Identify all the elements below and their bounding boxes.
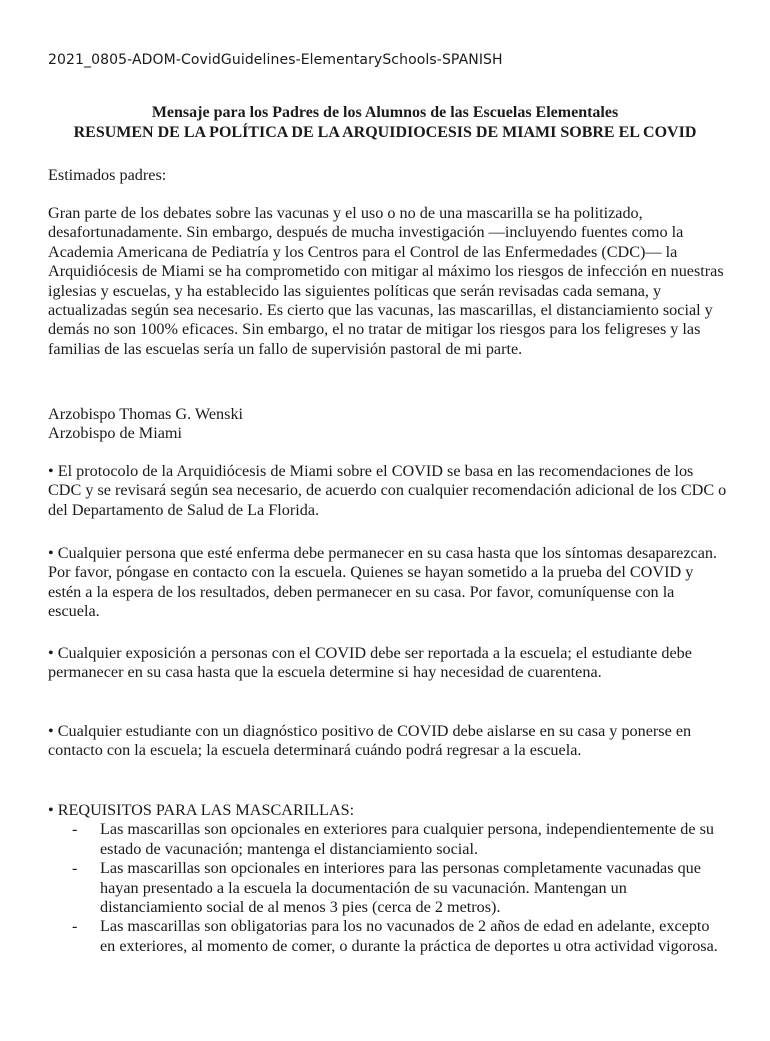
signature-title: Arzobispo de Miami <box>48 424 182 443</box>
title-line-1: Mensaje para los Padres de los Alumnos de las Escuelas Elementales <box>151 104 619 121</box>
dash-marker: - <box>72 859 78 878</box>
mask-item-text: Las mascarillas son obligatorias para los no vacunados de 2 años de edad en adelante, excepto en exteriores, al momento de comer, o durante la práctica de deportes u otra actividad vigorosa. <box>100 917 718 955</box>
dash-marker: - <box>72 820 78 839</box>
intro-paragraph: Gran parte de los debates sobre las vacunas y el uso o no de una mascarilla se ha politizado, desafortunadamente. Sin embargo, después de mucha investigación —incluyendo fuentes como la Academia Americana de Pediatría y los Centros para el Control de las Enfermedades (CDC)— la Arquidiócesis de Miami se ha comprometido con mitigar al máximo los riesgos de infección en nuestras iglesias y escuelas, y ha establecido las siguientes políticas que serán revisadas cada semana, y actualizadas según sea necesario. Es cierto que las vacunas, las mascarillas, el distanciamiento social y demás no son 100% eficaces. Sin embargo, el no tratar de mitigar los riesgos para los feligreses y las familias de las escuelas sería un fallo de supervisión pastoral de mi parte. <box>48 204 724 358</box>
bullet-2: • Cualquier persona que esté enferma debe permanecer en su casa hasta que los síntomas desaparezcan. Por favor, póngase en contacto con la escuela. Quienes se hayan sometido a la prueba del COVID y estén a la espera de los resultados, deben permanecer en su casa. Por favor, comuníquense con la escuela. <box>48 544 718 621</box>
mask-requirements-list <box>48 820 728 956</box>
mask-requirements-section <box>48 801 728 956</box>
bullet-4: • Cualquier estudiante con un diagnóstico positivo de COVID debe aislarse en su casa y ponerse en contacto con la escuela; la escuela determinará cuándo podrá regresar a la escuela. <box>48 722 692 760</box>
bullet-1: • El protocolo de la Arquidiócesis de Miami sobre el COVID se basa en las recomendaciones de los CDC y se revisará según sea necesario, de acuerdo con cualquier recomendación adicional de los CDC o del Departamento de Salud de La Florida. <box>48 462 727 519</box>
bullet-3: • Cualquier exposición a personas con el COVID debe ser reportada a la escuela; el estudiante debe permanecer en su casa hasta que la escuela determine si hay necesidad de cuarentena. <box>48 644 692 682</box>
title-line-2: RESUMEN DE LA POLÍTICA DE LA ARQUIDIOCESIS DE MIAMI SOBRE EL COVID <box>73 124 697 141</box>
signature-name: Arzobispo Thomas G. Wenski <box>48 405 244 423</box>
document-title <box>0 103 770 143</box>
list-item <box>48 820 728 859</box>
greeting: Estimados padres: <box>48 166 167 184</box>
list-item <box>48 859 728 917</box>
file-label: 2021_0805-ADOM-CovidGuidelines-ElementarySchools-SPANISH <box>48 52 503 68</box>
mask-item-text: Las mascarillas son opcionales en interiores para las personas completamente vacunadas que hayan presentado a la escuela la documentación de su vacunación. Mantengan un distanciamiento social de al menos 3 pies (cerca de 2 metros). <box>100 859 701 917</box>
signature-block <box>48 405 728 444</box>
dash-marker: - <box>72 917 78 936</box>
mask-item-text: Las mascarillas son opcionales en exteriores para cualquier persona, independientemente de su estado de vacunación; mantenga el distanciamiento social. <box>100 820 714 858</box>
list-item <box>48 917 728 956</box>
mask-heading: • REQUISITOS PARA LAS MASCARILLAS: <box>48 801 355 819</box>
